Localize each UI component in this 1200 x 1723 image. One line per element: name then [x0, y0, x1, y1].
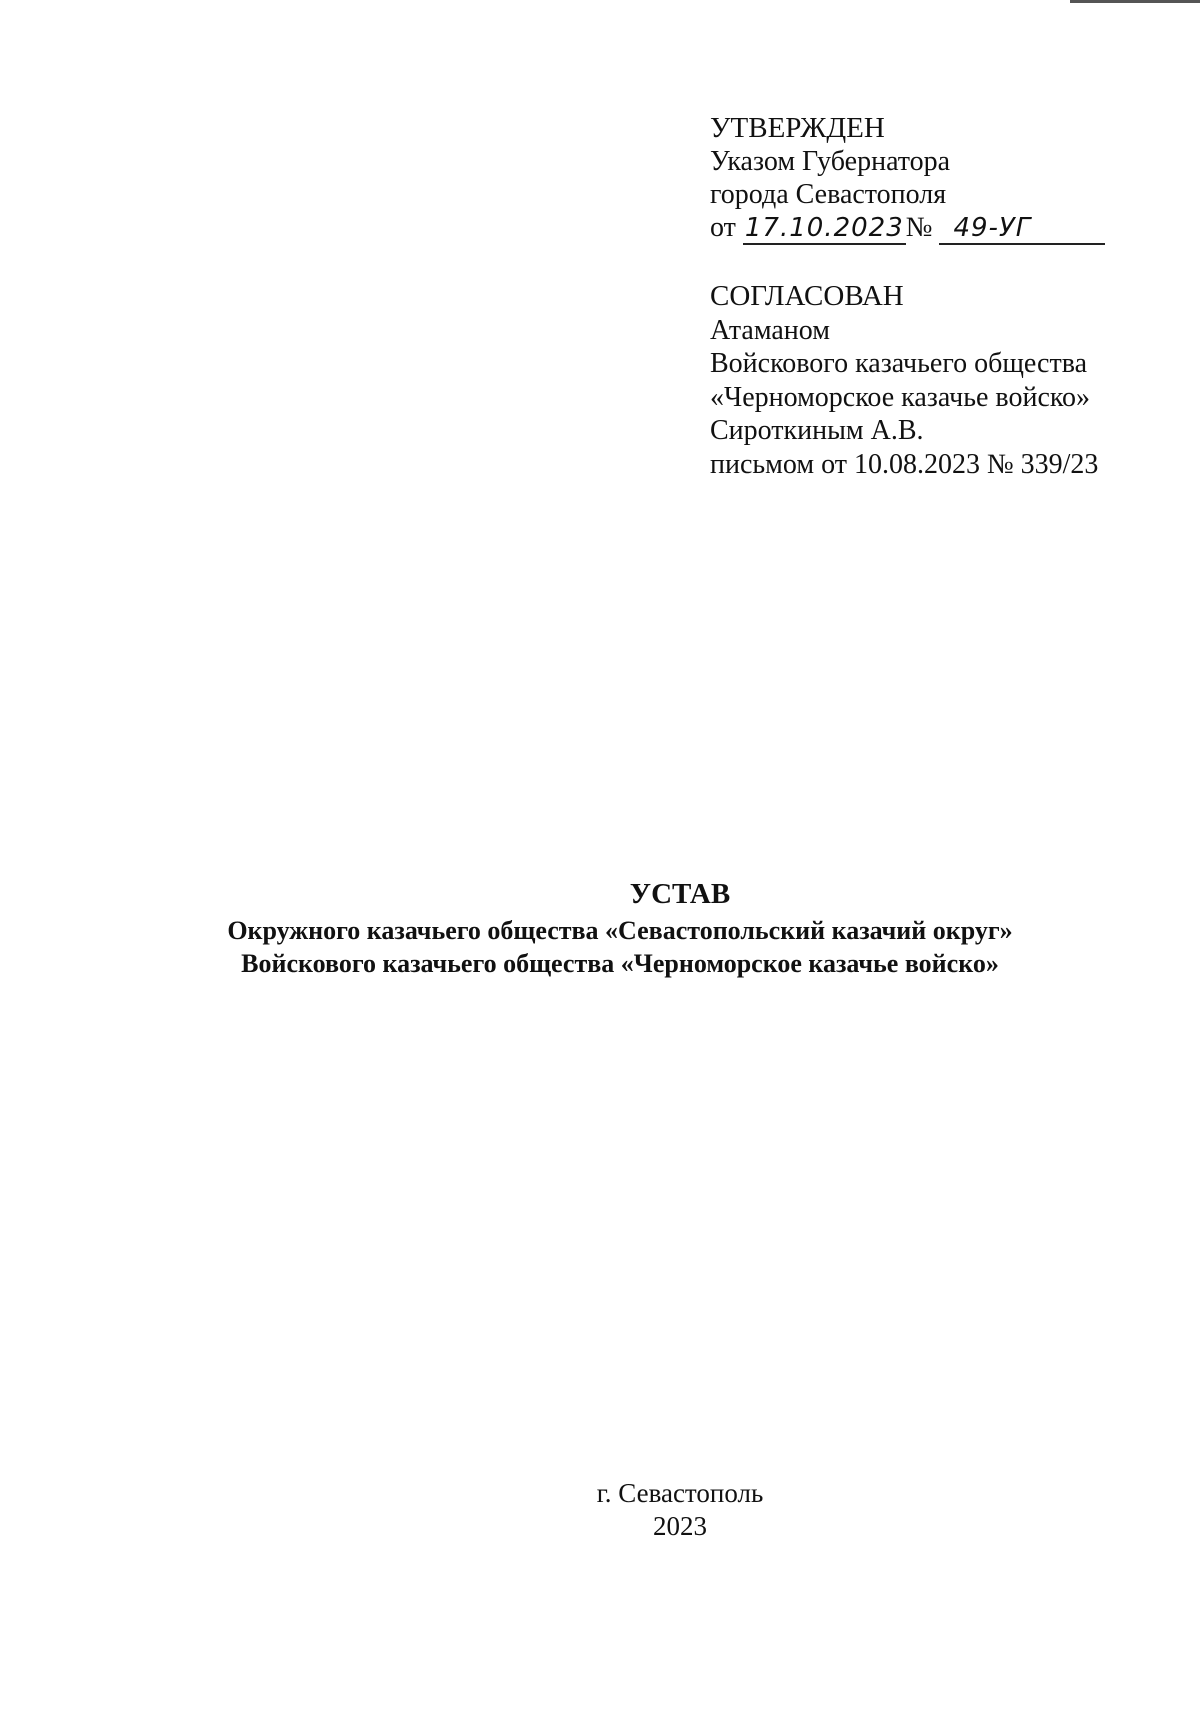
approval-heading: УТВЕРЖДЕН [710, 112, 885, 144]
agreement-line-4: Сироткиным А.В. [710, 415, 924, 446]
agreement-heading: СОГЛАСОВАН [710, 280, 904, 312]
agreement-line-1: Атаманом [710, 314, 830, 346]
document-title-block [0, 874, 1200, 980]
approval-line-1: Указом Губернатора [710, 146, 951, 177]
approval-line-2: города Севастополя [710, 179, 947, 210]
approval-block [710, 112, 1105, 245]
handwritten-date: 17.10.2023 [744, 213, 904, 243]
approval-number-sign: № [905, 212, 933, 243]
document-title: УСТАВ [629, 878, 731, 910]
agreement-line-3: «Черноморское казачье войско» [710, 381, 1091, 413]
agreement-block [710, 280, 1098, 481]
document-footer [0, 1477, 1200, 1543]
footer-year: 2023 [653, 1511, 707, 1541]
footer-city: г. Севастополь [596, 1478, 764, 1508]
document-subtitle-1: Окружного казачьего общества «Севастопольский казачий округ» [227, 916, 1013, 945]
approval-date-line [710, 211, 1105, 245]
scan-edge-mark [1070, 0, 1200, 3]
approval-from-prefix: от [710, 212, 736, 243]
agreement-line-2: Войскового казачьего общества [710, 348, 1088, 379]
handwritten-number: 49-УГ [939, 213, 1105, 245]
document-subtitle-2: Войскового казачьего общества «Черноморское казачье войско» [241, 949, 999, 978]
agreement-line-5: письмом от 10.08.2023 № 339/23 [710, 448, 1099, 480]
